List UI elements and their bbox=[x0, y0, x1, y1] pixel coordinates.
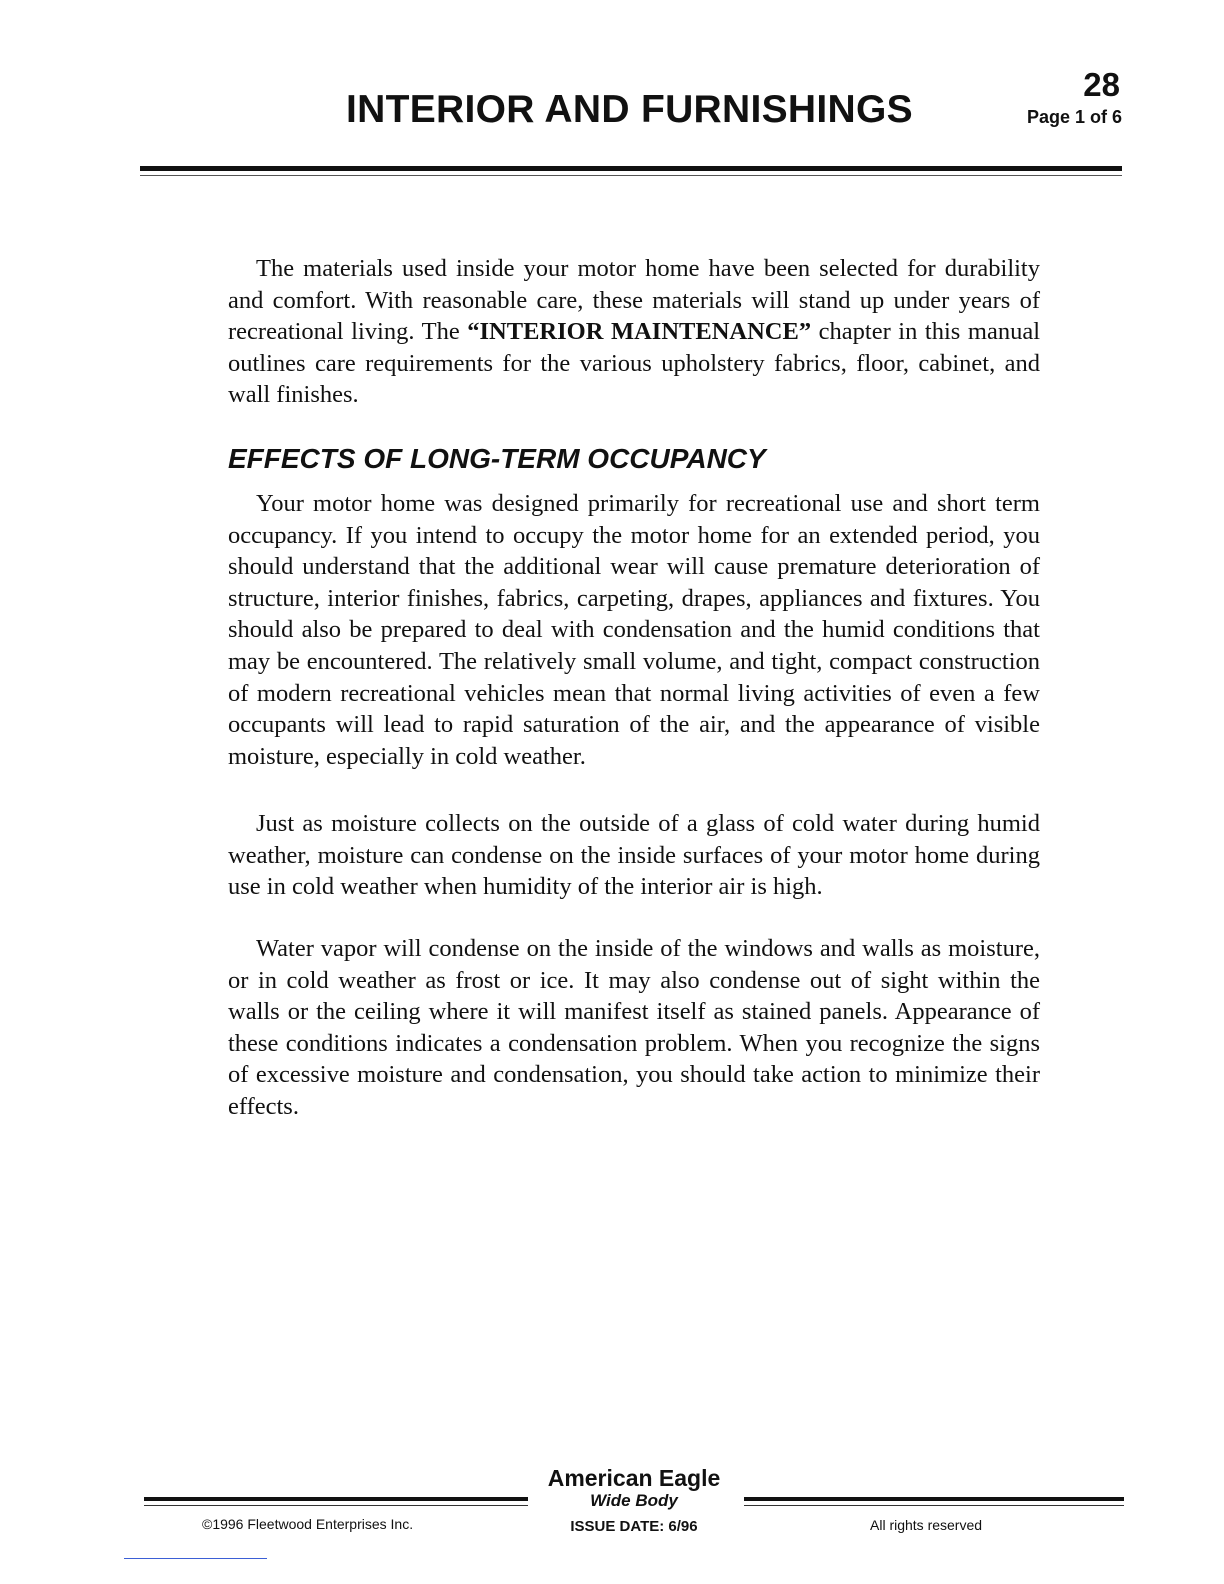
footer-rights: All rights reserved bbox=[870, 1517, 983, 1533]
page-title: INTERIOR AND FURNISHINGS bbox=[346, 88, 913, 131]
scan-mark bbox=[124, 1558, 267, 1559]
footer-issue-date: ISSUE DATE: 6/96 bbox=[570, 1518, 698, 1535]
section-heading: EFFECTS OF LONG-TERM OCCUPANCY bbox=[228, 443, 766, 474]
page-indicator: Page 1 of 6 bbox=[1026, 107, 1122, 127]
footer-copyright: ©1996 Fleetwood Enterprises Inc. bbox=[202, 1516, 414, 1532]
header-rule-thin bbox=[140, 175, 1122, 176]
intro-paragraph bbox=[228, 253, 1040, 411]
chapter-number: 28 bbox=[1083, 66, 1120, 103]
footer-model-name: Wide Body bbox=[590, 1491, 678, 1510]
footer-rule-left-thin bbox=[144, 1505, 528, 1506]
intro-text-after: chapter in this manual outlines care requirements for the various upholstery fabrics, floor, cabinet, and wall finishes. bbox=[228, 318, 1041, 409]
intro-chapter-reference: “INTERIOR MAINTENANCE” bbox=[467, 318, 812, 346]
section-paragraph-condensation: Water vapor will condense on the inside of the windows and walls as moisture, or in cold weather as frost or ice. It may also condense out of sight within the walls or the ceiling where it will manifest itself as stained panels. Appearance of these conditions indicates a condensation problem. When you recognize the signs of excessive moisture and condensation, you should take action to minimize their effects. bbox=[228, 935, 1040, 1120]
footer-rule-right-thin bbox=[744, 1505, 1124, 1506]
intro-text-before: The materials used inside your motor home have been selected for durability and comfort. With reasonable care, these materials will stand up under years of recreational living. The bbox=[228, 255, 1040, 346]
footer-rule-right-thick bbox=[744, 1497, 1124, 1501]
section-paragraph-moisture: Just as moisture collects on the outside of a glass of cold water during humid weather, moisture can condense on the inside surfaces of your motor home during use in cold weather when humidity of the interior air is high. bbox=[228, 810, 1040, 901]
header-rule-thick bbox=[140, 166, 1122, 171]
footer-rule-left-thick bbox=[144, 1497, 528, 1501]
section-paragraph-occupancy: Your motor home was designed primarily for recreational use and short term occupancy. If you intend to occupy the motor home for an extended period, you should understand that the additional wear will cause premature deterioration of structure, interior finishes, fabrics, carpeting, drapes, appliances and fixtures. You should also be prepared to deal with condensation and the humid conditions that may be encountered. The relatively small volume, and tight, compact construction of modern recreational vehicles mean that normal living activities of even a few occupants will lead to rapid saturation of the air, and the appearance of visible moisture, especially in cold weather. bbox=[228, 490, 1040, 770]
footer-product-name: American Eagle bbox=[547, 1465, 721, 1491]
